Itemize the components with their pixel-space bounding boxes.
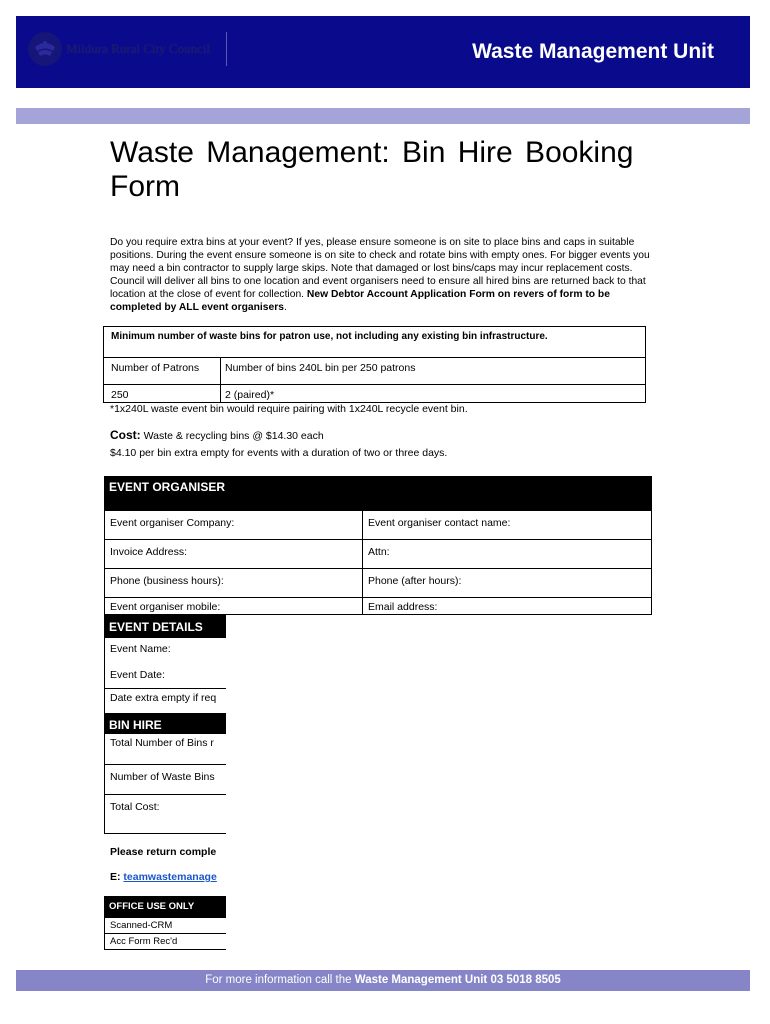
unit-title: Waste Management Unit [472, 40, 714, 63]
cost-text: Waste & recycling bins @ $14.30 each [143, 430, 324, 442]
total-cost-field[interactable]: Total Cost: [110, 801, 160, 813]
council-logo [28, 32, 210, 66]
event-organiser-table [104, 476, 652, 615]
organiser-mobile-field[interactable]: Event organiser mobile: [105, 598, 363, 614]
footer-contact: Waste Management Unit 03 5018 8505 [354, 974, 561, 986]
email-prefix: E: [110, 871, 121, 883]
organiser-contact-name-field[interactable]: Event organiser contact name: [368, 517, 511, 529]
office-use-heading: OFFICE USE ONLY [105, 896, 226, 917]
footer-text: For more information call the [205, 974, 352, 986]
page-footer [16, 970, 750, 991]
event-organiser-heading: EVENT ORGANISER [105, 477, 651, 510]
return-instructions: Please return comple [110, 846, 217, 858]
return-email-link[interactable]: teamwastemanage [123, 871, 217, 883]
attn-field[interactable]: Attn: [368, 546, 390, 558]
cost-line [110, 428, 324, 442]
event-details-section [104, 615, 226, 718]
council-emblem-icon [28, 32, 62, 66]
cost-label: Cost: [110, 428, 141, 442]
pairing-footnote: *1x240L waste event bin would require pairing with 1x240L recycle event bin. [110, 403, 468, 415]
organiser-company-field[interactable]: Event organiser Company: [105, 511, 363, 539]
event-name-field[interactable]: Event Name: [110, 643, 171, 655]
invoice-address-field[interactable]: Invoice Address: [105, 540, 363, 568]
event-details-heading: EVENT DETAILS [105, 615, 226, 638]
patrons-column-header: Number of Patrons [104, 358, 221, 384]
minimum-bins-heading: Minimum number of waste bins for patron use, not including any existing bin infrastructure. [111, 331, 548, 342]
waste-bins-field[interactable]: Number of Waste Bins [105, 765, 226, 795]
extra-empty-cost: $4.10 per bin extra empty for events with a duration of two or three days. [110, 447, 448, 459]
page-header [16, 16, 750, 88]
intro-text: Do you require extra bins at your event? If yes, please ensure someone is on site to place bins and caps in suitable positions. During the event ensure someone is on site to check and rotate bins with empty ones. For bigger events you may need a bin contractor to supply large skips. Note that damaged or lost bins/caps may incur replacement costs. Council will deliver all bins to one location and event organisers need to ensure all hired bins are returned back to that location at the close of event for collection. [110, 237, 650, 300]
return-email-line [110, 871, 226, 883]
intro-end: . [283, 302, 287, 313]
acc-form-row: Acc Form Rec'd [105, 933, 226, 949]
bin-hire-heading: BIN HIRE [105, 713, 226, 734]
phone-business-field[interactable]: Phone (business hours): [105, 569, 363, 597]
document-title: Waste Management: Bin Hire Booking Form [110, 136, 634, 203]
header-band [16, 108, 750, 124]
phone-after-hours-field[interactable]: Phone (after hours): [368, 575, 462, 587]
bins-value: 2 (paired)* [225, 389, 275, 401]
council-name: Mildura Rural City Council [66, 41, 211, 56]
email-address-field[interactable]: Email address: [368, 601, 438, 613]
minimum-bins-table [103, 326, 646, 403]
scanned-crm-row: Scanned-CRM [105, 917, 226, 933]
event-date-field[interactable]: Event Date: [110, 669, 165, 681]
total-bins-field[interactable]: Total Number of Bins r [105, 734, 226, 765]
intro-paragraph [110, 236, 656, 314]
bins-column-header: Number of bins 240L bin per 250 patrons [225, 362, 416, 374]
bin-hire-section [104, 713, 226, 834]
extra-empty-date-field[interactable]: Date extra empty if req [105, 688, 226, 718]
office-use-section [104, 896, 226, 950]
header-divider [226, 32, 227, 66]
intro-bold-note: New Debtor Account Application Form on revers of form to be completed by ALL event organisers [110, 289, 610, 313]
patrons-value: 250 [104, 385, 221, 402]
